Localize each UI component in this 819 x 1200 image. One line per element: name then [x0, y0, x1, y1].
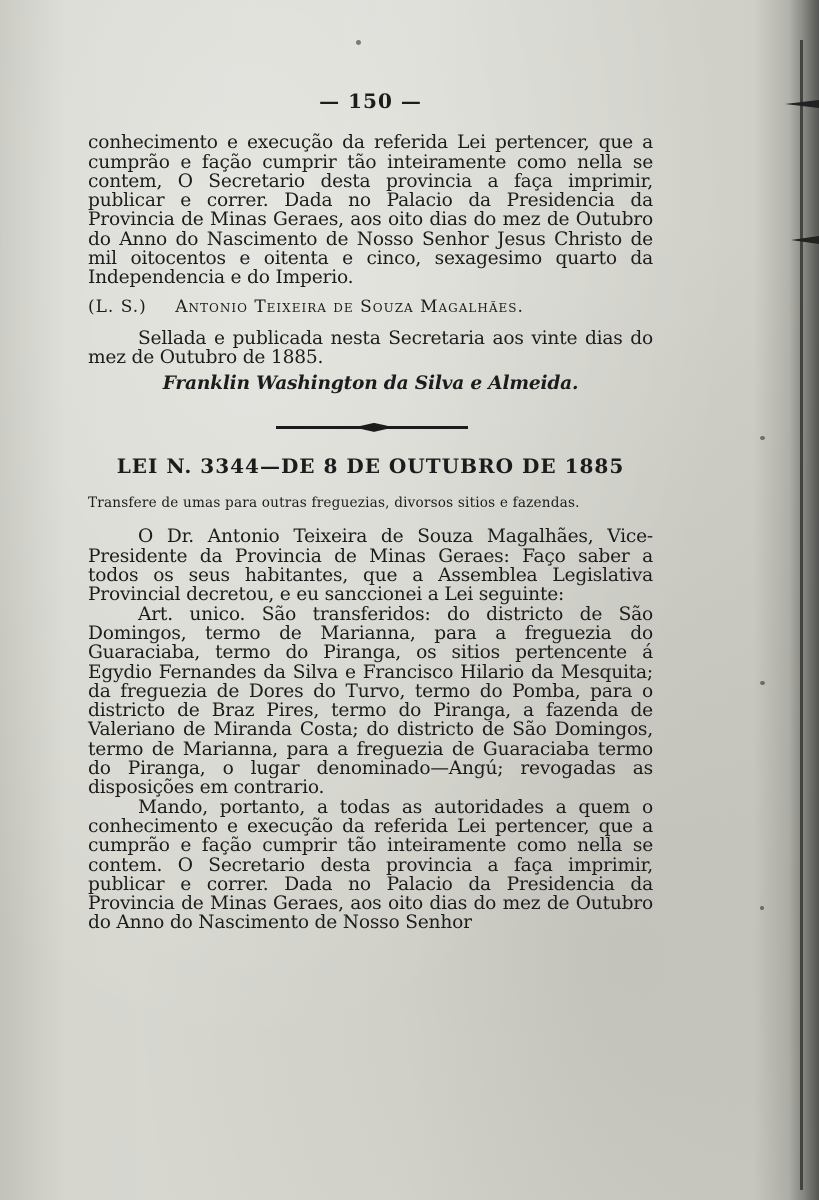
- closing-paragraph: Mando, portanto, a todas as autoridades a quem o conhecimento e execução da referida Lei pertencer, que a cumprão e fação cumprir tão inteiramente como nella se contem. O Secretario desta provincia a faça imprimir, publicar e correr. Dada no Palacio da Presidencia da Provincia de Minas Geraes, aos oito dias do mez de Outubro do Anno do Nascimento de Nosso Senhor: [88, 796, 653, 934]
- secretary-signature: Franklin Washington da Silva e Almeida.: [162, 372, 579, 394]
- binding-line: [800, 40, 803, 1190]
- speck: [356, 40, 361, 45]
- speck: [760, 906, 764, 910]
- speck: [760, 436, 765, 440]
- page-text: [88, 89, 653, 934]
- sealed-paragraph: Sellada e publicada nesta Secretaria aos vinte dias do mez de Outubro de 1885.: [88, 327, 653, 369]
- law-summary: Transfere de umas para outras freguezias, divorsos sitios e fazendas.: [88, 495, 580, 512]
- speck: [760, 681, 765, 685]
- intro-paragraph: conhecimento e execução da referida Lei pertencer, que a cumprão e fação cumprir tão inteiramente como nella se contem, O Secretario desta provincia a faça imprimir, publicar e correr. Dada no Palacio da Presidencia da Provincia de Minas Geraes, aos oito dias do mez de Outubro do Anno do Nascimento de Nosso Senhor Jesus Christo de mil oitocentos e oitenta e cinco, sexagesimo quarto da Independencia e do Imperio.: [88, 132, 653, 289]
- page-number: — 150 —: [319, 89, 422, 113]
- signature-line: [88, 298, 653, 317]
- article-paragraph: Art. unico. São transferidos: do districto de São Domingos, termo de Marianna, para a freguezia do Guaraciaba, termo do Piranga, os sitios pertencente á Egydio Fernandes da Silva e Francisco Hilario da Mesquita; da freguezia de Dores do Turvo, termo do Pomba, para o districto de Braz Pires, termo do Piranga, a fazenda de Valeriano de Miranda Costa; do districto de São Domingos, termo de Marianna, para a freguezia de Guaraciaba termo do Piranga, o lugar denominado—Angú; revogadas as disposições em contrario.: [88, 603, 653, 799]
- seal-mark: (L. S.): [88, 296, 147, 317]
- page-edge-shadow: [789, 0, 819, 1200]
- signatory-name: Antonio Teixeira de Souza Magalhães.: [175, 296, 524, 317]
- law-title: LEI N. 3344—DE 8 DE OUTUBRO DE 1885: [116, 453, 625, 478]
- section-divider: [88, 393, 653, 457]
- preamble-paragraph: O Dr. Antonio Teixeira de Souza Magalhães, Vice-Presidente da Provincia de Minas Geraes: Faço saber a todos os seus habitantes, que a Assemblea Legislativa Provincial decretou, e eu sanccionei a Lei seguinte:: [88, 526, 653, 606]
- divider-ornament: [354, 423, 394, 432]
